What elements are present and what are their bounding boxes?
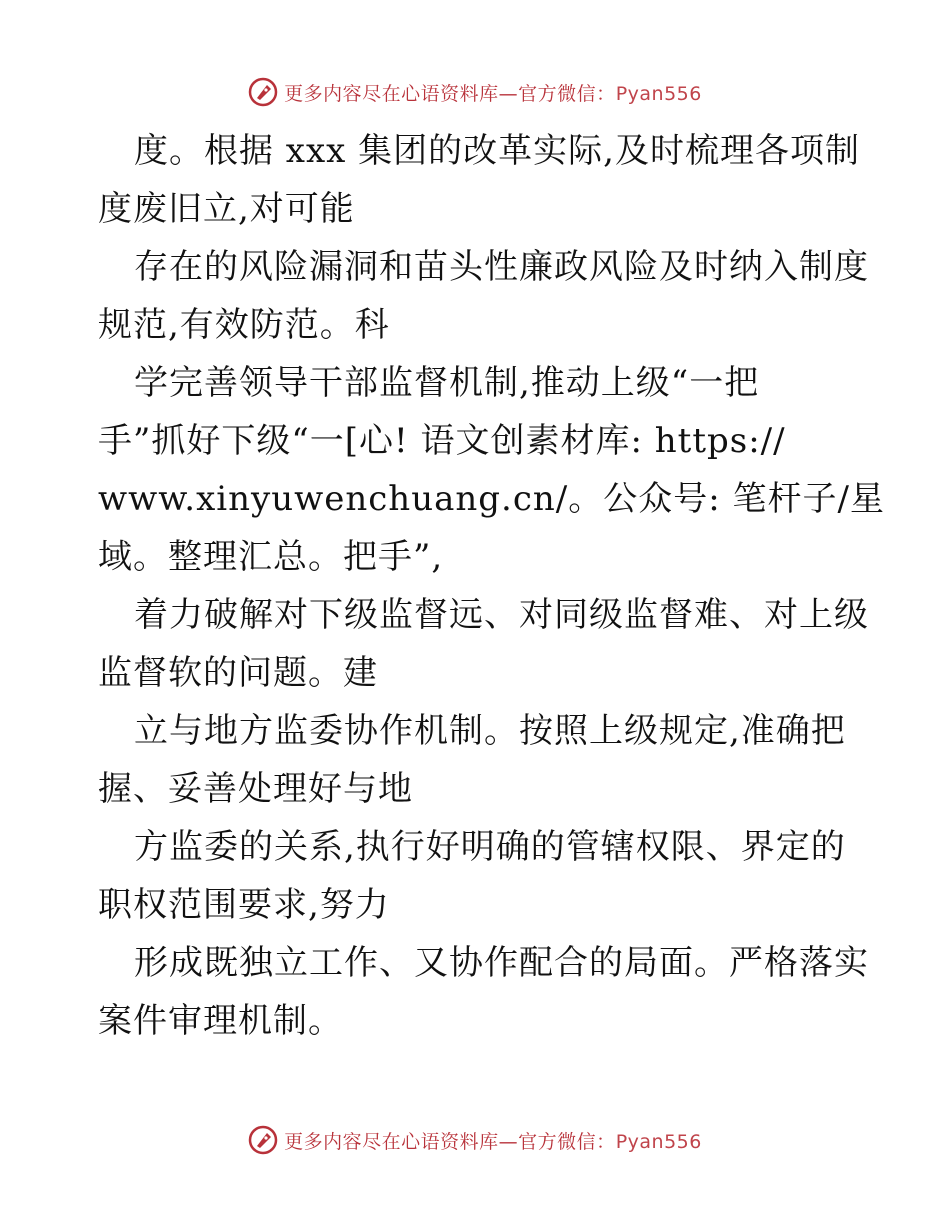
footer-watermark — [0, 1120, 950, 1160]
text-line: 着力破解对下级监督远、对同级监督难、对上级 — [134, 595, 869, 635]
text-line: 形成既独立工作、又协作配合的局面。严格落实 — [134, 943, 869, 983]
text-line: 职权范围要求,努力 — [98, 885, 390, 925]
watermark-wechat-label: 官方微信： — [518, 1130, 616, 1153]
text-line: 存在的风险漏洞和苗头性廉政风险及时纳入制度 — [134, 247, 869, 287]
text-line: 域。整理汇总。把手”, — [98, 537, 444, 577]
text-line: www.xinyuwenchuang.cn/。公众号: 笔杆子/星 — [98, 479, 885, 519]
watermark-separator: — — [498, 1130, 519, 1153]
pen-nib-logo-icon — [248, 77, 278, 107]
watermark-wechat-id: Pyan556 — [615, 82, 702, 105]
text-line: 度废旧立,对可能 — [98, 189, 355, 229]
text-line: 案件审理机制。 — [98, 1001, 343, 1041]
text-line: 度。根据 xxx 集团的改革实际,及时梳理各项制 — [134, 131, 860, 171]
pen-nib-logo-icon — [248, 1125, 278, 1155]
text-line: 规范,有效防范。科 — [98, 305, 390, 345]
text-line: 手”抓好下级“一[心! 语文创素材库: https:// — [98, 421, 786, 461]
text-line: 握、妥善处理好与地 — [98, 769, 413, 809]
watermark-brand: 更多内容尽在心语资料库 — [284, 82, 499, 105]
watermark-brand: 更多内容尽在心语资料库 — [284, 1130, 499, 1153]
text-line: 监督软的问题。建 — [98, 653, 378, 693]
watermark-wechat-label: 官方微信： — [518, 82, 616, 105]
text-line: 方监委的关系,执行好明确的管辖权限、界定的 — [134, 827, 846, 867]
watermark-separator: — — [498, 82, 519, 105]
watermark-wechat-id: Pyan556 — [615, 1130, 702, 1153]
document-body — [98, 122, 885, 1050]
header-watermark — [0, 72, 950, 112]
text-line: 立与地方监委协作机制。按照上级规定,准确把 — [134, 711, 846, 751]
text-line: 学完善领导干部监督机制,推动上级“一把 — [134, 363, 760, 403]
